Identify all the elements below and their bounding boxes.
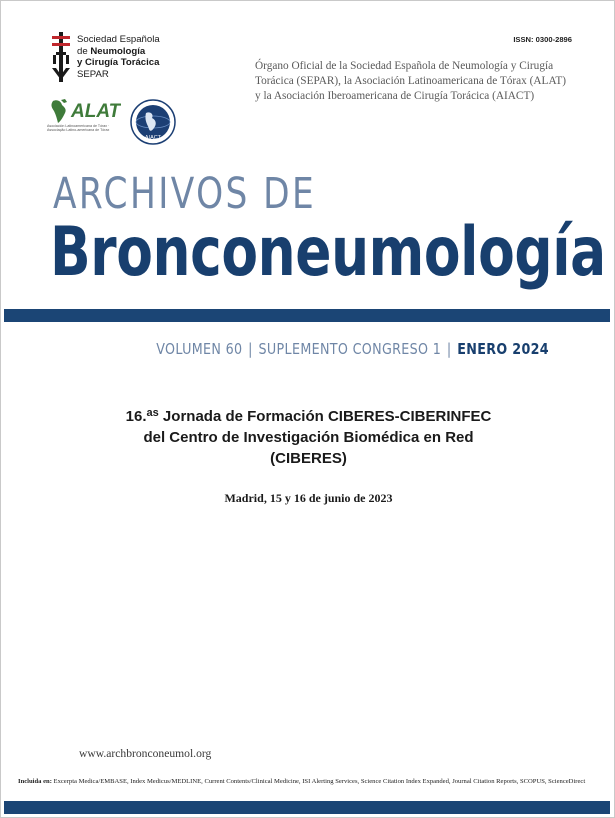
issue-date: ENERO 2024 [457, 340, 549, 358]
alat-logo-icon [47, 97, 121, 125]
separ-line-3: y Cirugía Torácica [77, 57, 160, 69]
supplement-label: SUPLEMENTO CONGRESO 1 [258, 340, 442, 358]
masthead-archivos-de: ARCHIVOS DE [53, 169, 317, 219]
aiact-wordmark: AIACT [144, 135, 162, 141]
event-title-line-1 [1, 406, 615, 427]
alat-subtitle: Asociación Latinoamericana de Tórax · Associação Latino-americana de Tórax [47, 124, 110, 133]
official-organ-statement: Órgano Oficial de la Sociedad Española de Neumología y Cirugía Torácica (SEPAR), la Asociación Latinoamericana de Tórax (ALAT) y la Asociación Iberoamericana de Cirugía Torácica (AIACT) [255, 60, 567, 102]
indexing-services [18, 778, 585, 785]
masthead-bronconeumologia: Bronconeumología [50, 213, 606, 292]
issue-separator: | [446, 340, 452, 358]
issue-separator: | [248, 340, 253, 358]
footer-bar [4, 801, 610, 814]
journal-url: www.archbronconeumol.org [79, 747, 212, 760]
aiact-seal-icon [130, 99, 176, 145]
indexed-list: Excerpta Medica/EMBASE, Index Medicus/MEDLINE, Current Contents/Clinical Medicine, ISI Alerting Services, Science Citation Index Expanded, Journal Citation Reports, SCOPUS, ScienceDirect [51, 778, 586, 785]
alat-wordmark: ALAT [71, 101, 121, 122]
separ-logo-icon [50, 32, 72, 82]
event-title-line-2: del Centro de Investigación Biomédica en Red [143, 429, 474, 446]
event-title [1, 406, 615, 469]
masthead-divider-bar [4, 309, 610, 322]
volume-number: VOLUMEN 60 [156, 340, 243, 358]
event-number: 16. [125, 408, 147, 425]
separ-bold-name: Neumología [90, 45, 146, 57]
event-title-line-3: (CIBERES) [270, 450, 347, 467]
separ-line-4: SEPAR [77, 68, 109, 80]
issue-line [156, 339, 549, 359]
event-place-date: Madrid, 15 y 16 de junio de 2023 [224, 491, 393, 505]
separ-name [77, 34, 160, 80]
indexed-label: Incluida en: [18, 778, 52, 785]
event-name: Jornada de Formación CIBERES-CIBERINFEC [158, 408, 492, 425]
separ-line-2 [77, 46, 160, 58]
event-ordinal: as [146, 407, 159, 419]
separ-line-1: Sociedad Española [77, 34, 160, 45]
issn-number: ISSN: 0300-2896 [513, 35, 572, 44]
separ-prefix: de [77, 45, 91, 57]
